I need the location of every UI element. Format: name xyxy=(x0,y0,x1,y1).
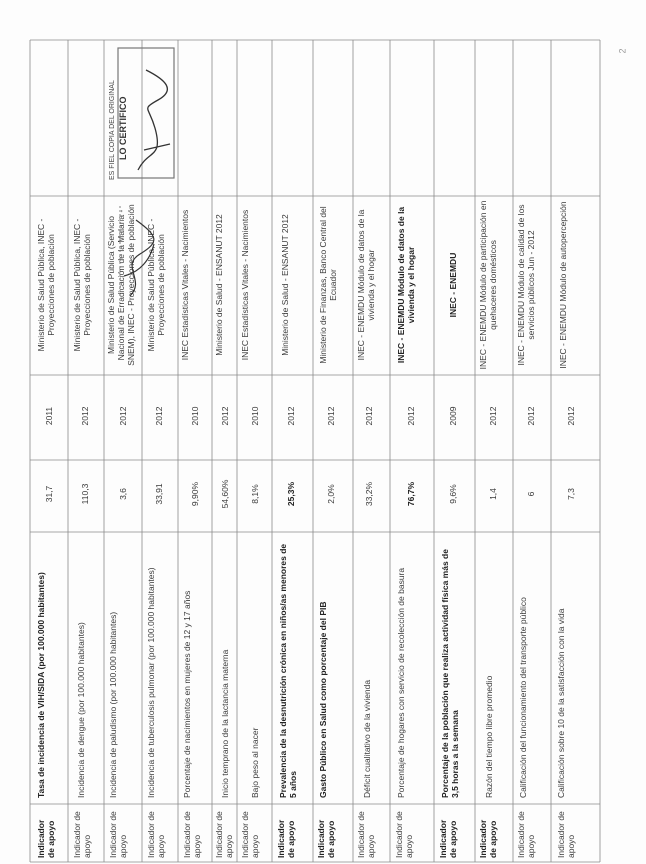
row-type: Indicador de apoyo xyxy=(72,811,92,858)
row-value: 33,2% xyxy=(364,481,374,507)
stamp-line-1: ES FIEL COPIA DEL ORIGINAL xyxy=(109,80,116,180)
row-value: 33,91 xyxy=(154,483,164,505)
certification-stamp xyxy=(100,40,180,190)
row-source: Ministerio de Salud Pública, INEC - Proyecciones de población xyxy=(72,218,92,352)
row-description: Tasa de incidencia de VIH/SIDA (por 100.000 habitantes) xyxy=(36,572,46,798)
row-year: 2012 xyxy=(286,406,296,426)
stamp-line-2: LO CERTIFICO xyxy=(118,96,128,160)
row-source: INEC - ENEMDU Módulo de datos de la vivienda y el hogar xyxy=(356,209,376,361)
row-source: Ministerio de Salud - ENSANUT 2012 xyxy=(214,214,224,356)
row-year: 2012 xyxy=(526,406,536,426)
row-type: Indicador de apoyo xyxy=(182,811,202,858)
row-description: Incidencia de tuberculosis pulmonar (por 100.000 habitantes) xyxy=(146,567,156,798)
row-value: 9,90% xyxy=(190,481,200,507)
row-description: Porcentaje de hogares con servicio de recolección de basura xyxy=(396,567,406,798)
row-source: Ministerio de Salud - ENSANUT 2012 xyxy=(280,214,290,356)
row-year: 2012 xyxy=(364,406,374,426)
row-source: Ministerio de Salud Pública, INEC - Proyecciones de población xyxy=(146,218,166,352)
row-description: Prevalencia de la desnutrición crónica en niños/as menores de 5 años xyxy=(278,543,298,798)
row-value: 8,1% xyxy=(250,484,260,504)
row-value: 6 xyxy=(526,491,536,497)
row-description: Bajo peso al nacer xyxy=(250,727,260,798)
row-type: Indicador de apoyo xyxy=(214,811,234,858)
row-type: Indicador de apoyo xyxy=(146,811,166,858)
row-description: Calificación del funcionamiento del transporte público xyxy=(518,597,528,798)
row-value: 9,6% xyxy=(448,484,458,504)
row-value: 76,7% xyxy=(406,481,416,507)
row-year: 2012 xyxy=(118,406,128,426)
row-type: Indicador de apoyo xyxy=(316,819,336,858)
row-value: 31,7 xyxy=(44,485,54,503)
row-source: Ministerio de Salud Pública (Servicio Nacional de Erradicación de la Malaria - SNEM), INEC - Proyecciones de población xyxy=(106,204,136,366)
row-year: 2012 xyxy=(326,406,336,426)
row-source: INEC - ENEMDU Módulo de participación en quehaceres domésticos xyxy=(478,200,498,370)
row-description: Incidencia de paludismo (por 100.000 habitantes) xyxy=(108,611,118,798)
row-value: 110,3 xyxy=(80,483,90,505)
row-source: INEC Estadísticas Vitales - Nacimientos xyxy=(240,209,250,361)
row-type: Indicador de apoyo xyxy=(108,811,128,858)
signature-mark xyxy=(110,196,170,306)
row-year: 2009 xyxy=(448,406,458,426)
row-year: 2010 xyxy=(190,406,200,426)
row-type: Indicador de apoyo xyxy=(478,819,498,858)
row-description: Razón del tiempo libre promedio xyxy=(484,675,494,798)
row-year: 2011 xyxy=(44,406,54,426)
row-type: Indicador de apoyo xyxy=(438,819,458,858)
row-value: 54,60% xyxy=(220,479,230,509)
row-year: 2012 xyxy=(566,406,576,426)
row-source: INEC - ENEMDU Módulo de autopercepción xyxy=(558,201,568,369)
row-value: 2,0% xyxy=(326,484,336,504)
row-description: Incidencia de dengue (por 100.000 habitantes) xyxy=(76,622,86,798)
row-year: 2010 xyxy=(250,406,260,426)
row-description: Déficit cualitativo de la vivienda xyxy=(362,679,372,798)
row-description: Calificación sobre 10 de la satisfacción con la vida xyxy=(556,608,566,798)
row-type: Indicador de apoyo xyxy=(240,811,260,858)
row-type: Indicador de apoyo xyxy=(556,811,576,858)
row-description: Porcentaje de nacimientos en mujeres de 12 y 17 años xyxy=(182,590,192,798)
page-number: 2 xyxy=(617,48,628,54)
row-year: 2012 xyxy=(154,406,164,426)
row-description: Inicio temprano de la lactancia materna xyxy=(220,649,230,798)
row-source: INEC Estadísticas Vitales - Nacimientos xyxy=(180,209,190,361)
row-type: Indicador de apoyo xyxy=(516,811,536,858)
row-source: INEC - ENEMDU Módulo de calidad de los servicios públicos Jun - 2012 xyxy=(516,204,536,366)
row-description: Porcentaje de la población que realiza actividad física más de 3,5 horas a la semana xyxy=(440,549,460,798)
row-value: 1,4 xyxy=(488,488,498,500)
row-year: 2012 xyxy=(80,406,90,426)
row-source: Ministerio de Salud Pública, INEC - Proyecciones de población xyxy=(36,218,56,352)
row-year: 2012 xyxy=(406,406,416,426)
row-type: Indicador de apoyo xyxy=(356,811,376,858)
row-source: INEC - ENEMDU xyxy=(448,252,458,318)
signature-icon xyxy=(138,70,170,170)
row-value: 25,3% xyxy=(286,481,296,507)
row-value: 7,3 xyxy=(566,488,576,500)
row-source: INEC - ENEMDU Módulo de datos de la vivienda y el hogar xyxy=(396,206,416,364)
row-type: Indicador de apoyo xyxy=(394,811,414,858)
row-type: Indicador de apoyo xyxy=(36,819,56,858)
row-source: Ministerio de Finanzas, Banco Central del Ecuador xyxy=(318,206,338,364)
row-value: 3,6 xyxy=(118,488,128,500)
handwritten-signature-icon xyxy=(124,220,154,296)
row-type: Indicador de apoyo xyxy=(276,819,296,858)
row-year: 2012 xyxy=(488,406,498,426)
row-description: Gasto Público en Salud como porcentaje del PIB xyxy=(318,601,328,798)
row-year: 2012 xyxy=(220,406,230,426)
